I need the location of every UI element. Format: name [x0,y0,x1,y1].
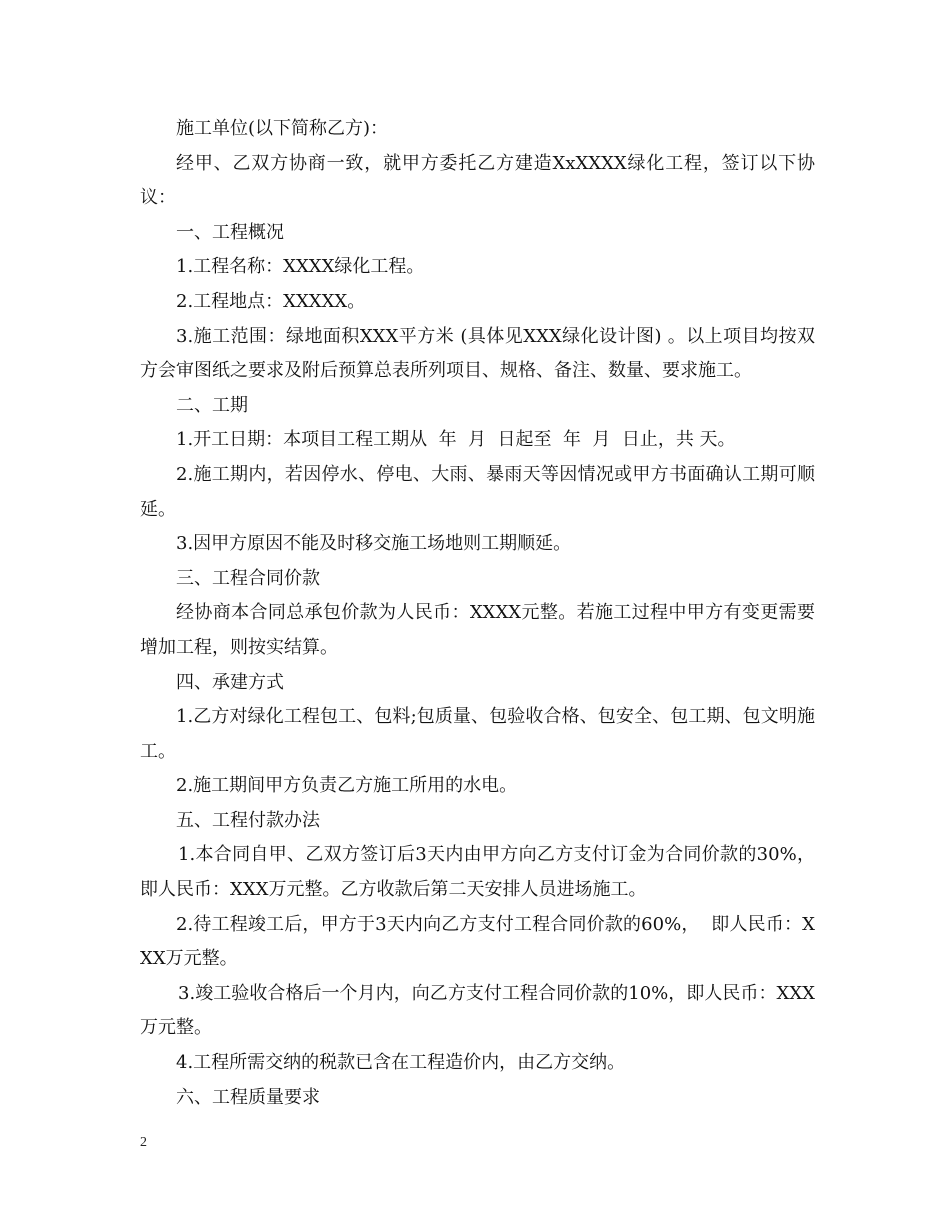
turnkey-item: 1.乙方对绿化工程包工、包料;包质量、包验收合格、包安全、包工期、包文明施工。 [140,706,815,762]
contract-price-paragraph: 经协商本合同总承包价款为人民币：XXXX元整。若施工过程中甲方有变更需要增加工程，则按实结算。 [140,602,815,658]
utilities-item: 2.施工期间甲方负责乙方施工所用的水电。 [176,775,518,797]
final-payment-item: 3.竣工验收合格后一个月内，向乙方支付工程合同价款的10%，即人民币：XXX万元整。 [140,982,815,1039]
site-handover-item: 3.因甲方原因不能及时移交施工场地则工期顺延。 [176,533,572,555]
schedule-extension-item: 2.施工期内，若因停水、停电、大雨、暴雨天等因情况或甲方书面确认工期可顺延。 [140,463,815,520]
document-body [140,112,815,1115]
section-heading-contract-price: 三、工程合同价款 [176,567,320,589]
section-heading-construction-method: 四、承建方式 [176,671,284,693]
page-number: 2 [140,1135,147,1150]
agreement-intro: 经甲、乙双方协商一致，就甲方委托乙方建造XxXXXX绿化工程，签订以下协议： [140,152,815,209]
contractor-line: 施工单位(以下简称乙方)： [176,118,389,139]
section-heading-schedule: 二、工期 [176,394,248,416]
completion-payment-item: 2.待工程竣工后，甲方于3天内向乙方支付工程合同价款的60%， 即人民币：XXX万元整。 [140,913,815,970]
start-date-item: 1.开工日期：本项目工程工期从 年 月 日起至 年 月 日止，共 天。 [176,429,736,451]
construction-scope-item: 3.施工范围：绿地面积XXX平方米 (具体见XXX绿化设计图) 。以上项目均按双方会审图纸之要求及附后预算总表所列项目、规格、备注、数量、要求施工。 [140,325,815,382]
section-heading-payment-method: 五、工程付款办法 [176,809,320,831]
section-heading-quality-requirements: 六、工程质量要求 [176,1086,320,1108]
deposit-payment-item: 1.本合同自甲、乙双方签订后3天内由甲方向乙方支付订金为合同价款的30%，即人民币：XXX万元整。乙方收款后第二天安排人员进场施工。 [140,844,815,901]
project-location-item: 2.工程地点：XXXXX。 [176,290,366,312]
section-heading-project-overview: 一、工程概况 [176,221,284,243]
tax-item: 4.工程所需交纳的税款已含在工程造价内，由乙方交纳。 [176,1052,626,1074]
project-name-item: 1.工程名称：XXXX绿化工程。 [176,256,425,278]
